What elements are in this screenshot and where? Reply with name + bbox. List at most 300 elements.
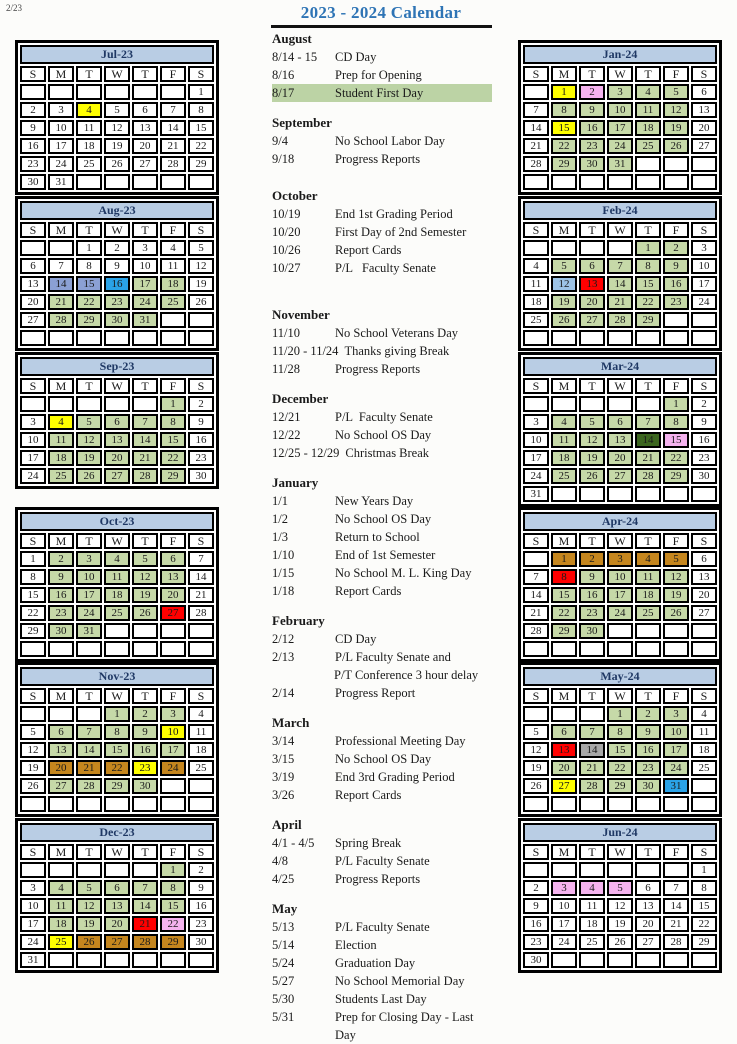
weekday-label: S [20,688,46,704]
day-cell: 24 [523,468,549,484]
day-cell: 17 [132,276,158,292]
event-date: 8/17 [272,86,295,100]
day-cell: 23 [132,760,158,776]
event-date: 2/13 [272,650,295,664]
day-cell: 29 [551,156,577,172]
day-cell: 10 [132,258,158,274]
day-cell: 5 [132,551,158,567]
day-cell: 26 [20,778,46,794]
weekday-label: S [20,844,46,860]
day-cell-empty [104,396,130,412]
day-cell-empty [691,952,717,968]
day-cell-empty [76,84,102,100]
events-column [272,30,492,1044]
day-cell: 20 [48,760,74,776]
day-cell: 16 [579,120,605,136]
day-cell-empty [579,396,605,412]
month-calendar-jan-24 [518,40,722,195]
day-cell: 9 [48,569,74,585]
event-date: 4/25 [272,872,295,886]
weekday-label: T [132,533,158,549]
weekday-label: F [160,222,186,238]
event-item [272,132,492,150]
day-cell: 1 [20,551,46,567]
day-cell: 4 [635,84,661,100]
day-cell-empty [523,174,549,190]
weekday-label: F [663,533,689,549]
day-cell-empty [607,796,633,812]
day-cell: 7 [48,258,74,274]
day-cell: 8 [188,102,214,118]
month-title: Dec-23 [20,823,214,842]
event-date: 10/26 [272,243,301,257]
day-cell: 31 [48,174,74,190]
day-cell: 24 [20,468,46,484]
day-cell: 27 [691,138,717,154]
weekday-label: T [76,378,102,394]
event-item [272,66,492,84]
day-cell: 4 [691,706,717,722]
event-item [272,870,492,888]
day-cell: 7 [160,102,186,118]
day-cell-empty [76,396,102,412]
day-cell: 20 [551,760,577,776]
page-title: 2023 - 2024 Calendar [300,3,462,22]
day-cell-empty [635,952,661,968]
day-cell: 10 [663,724,689,740]
day-cell: 17 [607,120,633,136]
weekday-label: S [188,844,214,860]
event-section-february [272,612,492,702]
month-calendar-may-24 [518,662,722,817]
day-cell: 5 [663,551,689,567]
day-cell-empty [663,952,689,968]
day-cell-empty [579,862,605,878]
day-cell: 10 [523,432,549,448]
event-item [272,834,492,852]
months-left-column [15,0,219,1024]
day-cell: 22 [160,916,186,932]
month-title: Feb-24 [523,201,717,220]
day-cell: 13 [691,102,717,118]
day-cell: 11 [104,569,130,585]
day-cell: 1 [160,862,186,878]
day-cell: 12 [663,102,689,118]
day-cell-empty [551,330,577,346]
day-cell-empty [160,796,186,812]
day-cell: 11 [635,569,661,585]
day-cell: 13 [579,276,605,292]
day-cell: 17 [607,587,633,603]
day-cell-empty [635,862,661,878]
day-cell: 26 [76,468,102,484]
event-date: 1/15 [272,566,295,580]
month-grid [523,533,717,657]
month-grid [523,222,717,346]
day-cell: 4 [76,102,102,118]
day-cell: 15 [76,276,102,292]
weekday-label: S [20,66,46,82]
day-cell: 6 [132,102,158,118]
day-cell: 12 [663,569,689,585]
day-cell: 18 [635,120,661,136]
day-cell: 14 [76,742,102,758]
weekday-label: S [523,533,549,549]
day-cell: 11 [160,258,186,274]
day-cell: 28 [48,312,74,328]
weekday-label: T [579,66,605,82]
weekday-label: T [579,222,605,238]
event-text: Thanks giving Break [344,344,450,358]
day-cell: 11 [48,432,74,448]
day-cell: 7 [663,880,689,896]
event-item [272,564,492,582]
day-cell: 13 [607,432,633,448]
day-cell: 23 [104,294,130,310]
event-text-continued: P/T Conference 3 hour delay [334,668,479,682]
day-cell: 5 [104,102,130,118]
day-cell-empty [635,396,661,412]
month-title: Nov-23 [20,667,214,686]
day-cell: 3 [551,880,577,896]
day-cell: 17 [48,138,74,154]
event-text: Prep for Closing Day - Last Day [335,1010,477,1042]
event-item [272,918,492,936]
day-cell: 7 [132,880,158,896]
month-title: May-24 [523,667,717,686]
day-cell-empty [523,396,549,412]
event-item [272,1008,492,1044]
day-cell: 11 [579,898,605,914]
event-section-december [272,390,492,462]
month-calendar-sep-23 [15,352,219,489]
day-cell: 9 [523,898,549,914]
day-cell: 15 [551,587,577,603]
event-date: 5/27 [272,974,295,988]
day-cell-empty [579,641,605,657]
day-cell: 19 [663,120,689,136]
day-cell: 1 [691,862,717,878]
day-cell: 9 [188,880,214,896]
day-cell-empty [691,174,717,190]
event-text: No School OS Day [335,752,432,766]
day-cell: 12 [523,742,549,758]
day-cell: 4 [104,551,130,567]
day-cell: 13 [104,432,130,448]
event-date: 12/21 [272,410,301,424]
event-date: 9/4 [272,134,288,148]
event-text: Progress Reports [335,872,421,886]
event-date: 2/14 [272,686,295,700]
day-cell: 4 [551,414,577,430]
weekday-label: S [523,222,549,238]
event-item [272,324,492,342]
event-date: 3/15 [272,752,295,766]
day-cell: 28 [523,156,549,172]
day-cell-empty [691,641,717,657]
event-text: Report Cards [335,243,402,257]
day-cell-empty [579,486,605,502]
month-title: Jul-23 [20,45,214,64]
day-cell: 13 [20,276,46,292]
day-cell: 10 [48,120,74,136]
day-cell-empty [104,952,130,968]
day-cell-empty [160,312,186,328]
day-cell: 18 [48,916,74,932]
weekday-label: M [551,222,577,238]
day-cell: 15 [691,898,717,914]
weekday-label: S [523,844,549,860]
weekday-label: M [48,688,74,704]
event-month-heading: September [272,115,332,130]
day-cell: 16 [20,138,46,154]
day-cell-empty [579,796,605,812]
day-cell: 21 [523,138,549,154]
day-cell-empty [523,84,549,100]
day-cell: 21 [607,294,633,310]
day-cell: 27 [160,605,186,621]
day-cell: 11 [635,102,661,118]
event-text: No School OS Day [335,428,432,442]
day-cell-empty [48,862,74,878]
day-cell: 9 [20,120,46,136]
day-cell-empty [551,952,577,968]
event-month-heading: October [272,188,318,203]
day-cell: 10 [607,569,633,585]
day-cell: 14 [635,432,661,448]
day-cell-empty [635,796,661,812]
day-cell: 31 [523,486,549,502]
event-text: Student First Day [335,86,424,100]
day-cell: 19 [76,916,102,932]
event-text: No School Memorial Day [335,974,465,988]
weekday-label: M [48,844,74,860]
day-cell: 16 [691,432,717,448]
weekday-label: T [579,378,605,394]
day-cell-empty [20,796,46,812]
day-cell: 15 [663,432,689,448]
day-cell: 17 [76,587,102,603]
day-cell: 23 [663,294,689,310]
event-section-october [272,187,492,277]
day-cell: 19 [132,587,158,603]
day-cell: 13 [635,898,661,914]
day-cell: 21 [523,605,549,621]
day-cell: 4 [188,706,214,722]
day-cell: 13 [132,120,158,136]
day-cell: 12 [579,432,605,448]
day-cell: 18 [48,450,74,466]
day-cell: 26 [607,934,633,950]
day-cell: 26 [663,605,689,621]
day-cell: 27 [132,156,158,172]
weekday-label: W [104,378,130,394]
day-cell: 15 [20,587,46,603]
day-cell-empty [663,623,689,639]
month-title: Oct-23 [20,512,214,531]
day-cell: 6 [579,258,605,274]
event-text: Prep for Opening [335,68,422,82]
event-section-september [272,114,492,168]
day-cell-empty [607,330,633,346]
day-cell: 25 [76,156,102,172]
event-date: 2/12 [272,632,295,646]
event-text: CD Day [335,632,377,646]
event-text: Students Last Day [335,992,427,1006]
month-calendar-mar-24 [518,352,722,507]
day-cell: 8 [104,724,130,740]
day-cell: 20 [691,587,717,603]
day-cell: 13 [691,569,717,585]
day-cell: 19 [76,450,102,466]
month-grid [20,533,214,657]
day-cell: 20 [104,450,130,466]
day-cell: 25 [188,760,214,776]
day-cell: 5 [523,724,549,740]
event-item [272,223,492,241]
day-cell: 21 [188,587,214,603]
day-cell: 16 [523,916,549,932]
day-cell: 1 [607,706,633,722]
day-cell: 18 [160,276,186,292]
day-cell: 21 [48,294,74,310]
day-cell: 21 [160,138,186,154]
event-date: 10/19 [272,207,301,221]
day-cell: 10 [76,569,102,585]
day-cell: 9 [579,102,605,118]
day-cell: 3 [691,240,717,256]
day-cell: 16 [188,898,214,914]
weekday-label: T [132,66,158,82]
event-date: 5/30 [272,992,295,1006]
event-text: No School Veterans Day [335,326,459,340]
event-date: 12/22 [272,428,301,442]
day-cell: 18 [579,916,605,932]
event-date: 4/8 [272,854,288,868]
day-cell-empty [691,330,717,346]
event-item [272,732,492,750]
day-cell-empty [188,330,214,346]
weekday-label: W [607,688,633,704]
day-cell: 5 [607,880,633,896]
day-cell: 6 [20,258,46,274]
day-cell-empty [523,330,549,346]
day-cell-empty [635,330,661,346]
month-calendar-oct-23 [15,507,219,662]
weekday-label: S [188,222,214,238]
day-cell-empty [104,623,130,639]
day-cell: 23 [188,450,214,466]
day-cell-empty [132,796,158,812]
day-cell: 23 [20,156,46,172]
day-cell: 30 [579,156,605,172]
weekday-label: W [607,533,633,549]
day-cell-empty [523,796,549,812]
day-cell: 21 [76,760,102,776]
weekday-label: T [579,688,605,704]
day-cell: 6 [104,414,130,430]
day-cell: 27 [607,468,633,484]
day-cell: 7 [607,258,633,274]
weekday-label: M [551,66,577,82]
day-cell: 26 [188,294,214,310]
weekday-label: M [48,533,74,549]
day-cell: 8 [160,880,186,896]
day-cell: 16 [48,587,74,603]
event-text: Graduation Day [335,956,416,970]
day-cell: 23 [48,605,74,621]
event-text: No School Labor Day [335,134,446,148]
day-cell: 1 [160,396,186,412]
day-cell: 9 [691,414,717,430]
month-grid [20,378,214,484]
weekday-label: F [160,66,186,82]
day-cell: 7 [635,414,661,430]
weekday-label: S [20,533,46,549]
day-cell: 8 [551,102,577,118]
day-cell: 20 [607,450,633,466]
weekday-label: T [635,66,661,82]
day-cell-empty [160,952,186,968]
day-cell: 15 [635,276,661,292]
month-calendar-aug-23 [15,196,219,351]
day-cell: 2 [691,396,717,412]
weekday-label: T [76,222,102,238]
day-cell-empty [691,312,717,328]
day-cell-empty [48,330,74,346]
month-calendar-apr-24 [518,507,722,662]
day-cell: 18 [635,587,661,603]
event-date: 8/16 [272,68,295,82]
day-cell: 31 [132,312,158,328]
weekday-label: T [579,533,605,549]
day-cell: 28 [160,156,186,172]
month-calendar-jul-23 [15,40,219,195]
day-cell: 14 [160,120,186,136]
day-cell-empty [551,240,577,256]
day-cell: 24 [48,156,74,172]
month-grid [523,378,717,502]
day-cell: 21 [663,916,689,932]
event-item [272,444,492,462]
event-date: 5/24 [272,956,295,970]
title-underline-rule [271,25,492,28]
day-cell-empty [76,706,102,722]
day-cell: 22 [160,450,186,466]
day-cell: 2 [663,240,689,256]
day-cell: 8 [551,569,577,585]
event-date: 1/2 [272,512,288,526]
weekday-label: T [132,844,158,860]
day-cell-empty [691,486,717,502]
day-cell: 20 [20,294,46,310]
day-cell: 13 [48,742,74,758]
weekday-label: F [663,222,689,238]
day-cell-empty [663,796,689,812]
day-cell-empty [607,862,633,878]
day-cell: 21 [132,450,158,466]
event-item [272,990,492,1008]
event-item [272,342,492,360]
weekday-label: W [607,844,633,860]
day-cell: 18 [551,450,577,466]
weekday-label: W [607,222,633,238]
day-cell-empty [691,156,717,172]
day-cell-empty [663,330,689,346]
day-cell-empty [48,240,74,256]
day-cell: 24 [76,605,102,621]
day-cell: 1 [635,240,661,256]
